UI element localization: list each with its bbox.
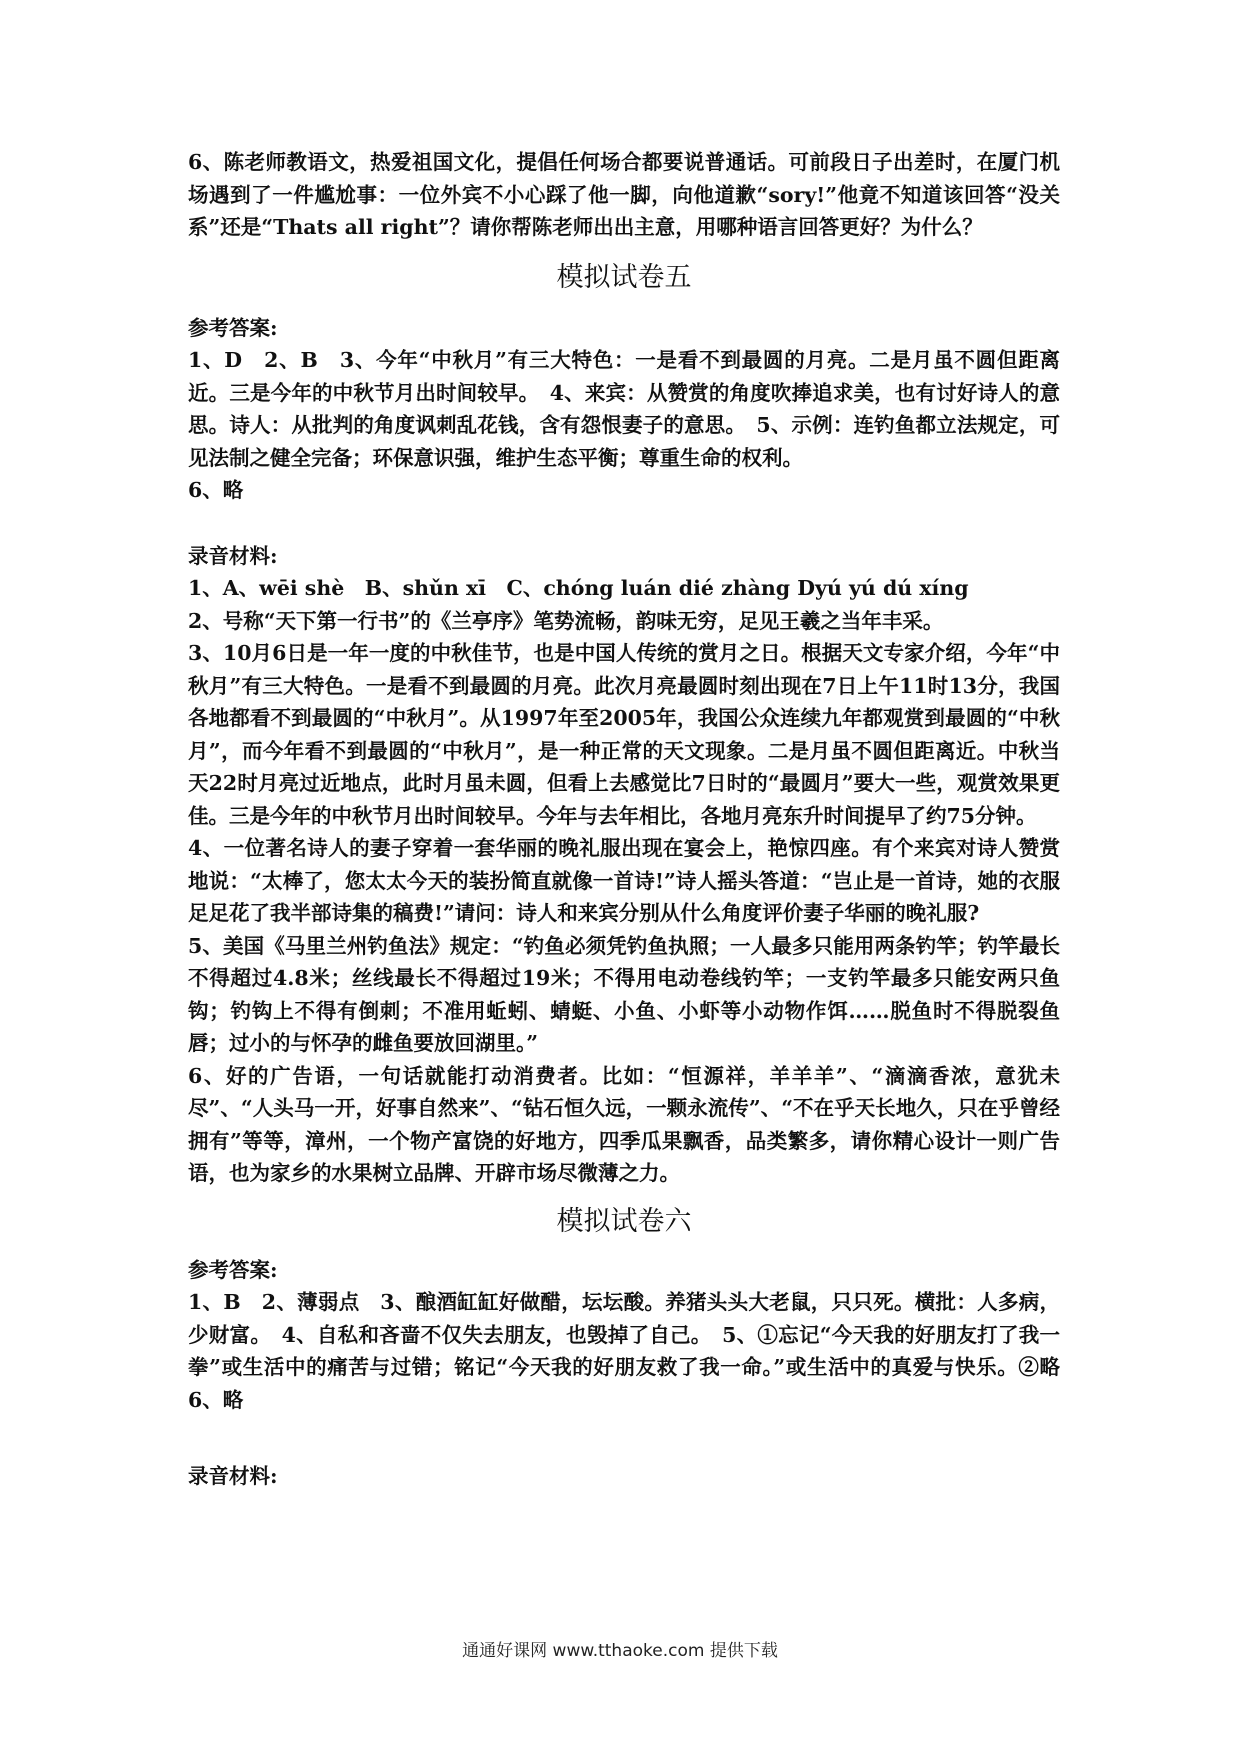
paper-five-title: 模拟试卷五: [556, 261, 692, 293]
recording-item-1: 1、A、wēi shè B、shǔn xī C、chóng luán dié zhàng Dyú yú dú xíng: [188, 576, 969, 600]
spacer: [188, 507, 1060, 540]
paper-five-answers-label: 参考答案:: [188, 315, 278, 340]
paper-five-answers: 1、D 2、B 3、今年“中秋月”有三大特色：一是看不到最圆的月亮。二是月虽不圆但距离近。三是今年的中秋节月出时间较早。 4、来宾：从赞赏的角度吹捧追求美，也有讨好诗人的意思。诗人：从批判的角度讽刺乱花钱，含有怨恨妻子的意思。 5、示例：连钓鱼都立法规定，可见法制之健全完备；环保意识强，维护生态平衡；尊重生命的权利。: [188, 348, 1060, 470]
paper-six-answers-label: 参考答案:: [188, 1257, 278, 1282]
paper-five-answers-last: 6、略: [188, 478, 244, 502]
recording-item-3: 3、10月6日是一年一度的中秋佳节，也是中国人传统的赏月之日。根据天文专家介绍，今年“中秋月”有三大特色。一是看不到最圆的月亮。此次月亮最圆时刻出现在7日上午11时13分，我国各地都看不到最圆的“中秋月”。从1997年至2005年，我国公众连续九年都观赏到最圆的“中秋月”，而今年看不到最圆的“中秋月”，是一种正常的天文现象。二是月虽不圆但距离近。中秋当天22时月亮过近地点，此时月虽未圆，但看上去感觉比7日时的“最圆月”要大一些，观赏效果更佳。三是今年的中秋节月出时间较早。今年与去年相比，各地月亮东升时间提早了约75分钟。: [188, 641, 1060, 828]
intro-question: 6、陈老师教语文，热爱祖国文化，提倡任何场合都要说普通话。可前段日子出差时，在厦门机场遇到了一件尴尬事：一位外宾不小心踩了他一脚，向他道歉“sory!”他竟不知道该回答“没关系”还是“Thats all right”？请你帮陈老师出出主意，用哪种语言回答更好？为什么？: [188, 150, 1060, 239]
recording-item-4: 4、一位著名诗人的妻子穿着一套华丽的晚礼服出现在宴会上，艳惊四座。有个来宾对诗人赞赏地说：“太棒了，您太太今天的装扮简直就像一首诗!”诗人摇头答道：“岂止是一首诗，她的衣服足足花了我半部诗集的稿费!”请问：诗人和来宾分别从什么角度评价妻子华丽的晚礼服?: [188, 836, 1060, 925]
paper-six-title: 模拟试卷六: [556, 1205, 692, 1237]
paper-five-recording-label: 录音材料:: [188, 543, 278, 568]
paper-six-answers: 1、B 2、薄弱点 3、酿酒缸缸好做醋，坛坛酸。养猪头头大老鼠，只只死。横批：人多病，少财富。 4、自私和吝啬不仅失去朋友，也毁掉了自己。 5、①忘记“今天我的好朋友打了我一拳”或生活中的痛苦与过错；铭记“今天我的好朋友救了我一命。”或生活中的真爱与快乐。②略 6、略: [188, 1290, 1081, 1412]
recording-item-2: 2、号称“天下第一行书”的《兰亭序》笔势流畅，韵味无穷，足见王羲之当年丰采。: [188, 608, 944, 633]
paper-six-recording-label: 录音材料:: [188, 1464, 278, 1488]
recording-item-6: 6、好的广告语，一句话就能打动消费者。比如：“恒源祥，羊羊羊”、“滴滴香浓，意犹未尽”、“人头马一开，好事自然来”、“钻石恒久远，一颗永流传”、“不在乎天长地久，只在乎曾经拥有”等等，漳州，一个物产富饶的好地方，四季瓜果飘香，品类繁多，请你精心设计一则广告语，也为家乡的水果树立品牌、开辟市场尽微薄之力。: [188, 1063, 1060, 1185]
document-page: [188, 146, 1081, 1493]
footer-download-note: 通通好课网 www.tthaoke.com 提供下载: [462, 1641, 778, 1661]
spacer: [188, 1416, 1060, 1460]
recording-item-5: 5、美国《马里兰州钓鱼法》规定：“钓鱼必须凭钓鱼执照；一人最多只能用两条钓竿；钓竿最长不得超过4.8米；丝线最长不得超过19米；不得用电动卷线钓竿；一支钓竿最多只能安两只鱼钩；钓钩上不得有倒刺；不准用蚯蚓、蜻蜓、小鱼、小虾等小动物作饵……脱鱼时不得脱裂鱼唇；过小的与怀孕的雌鱼要放回湖里。”: [188, 933, 1060, 1055]
